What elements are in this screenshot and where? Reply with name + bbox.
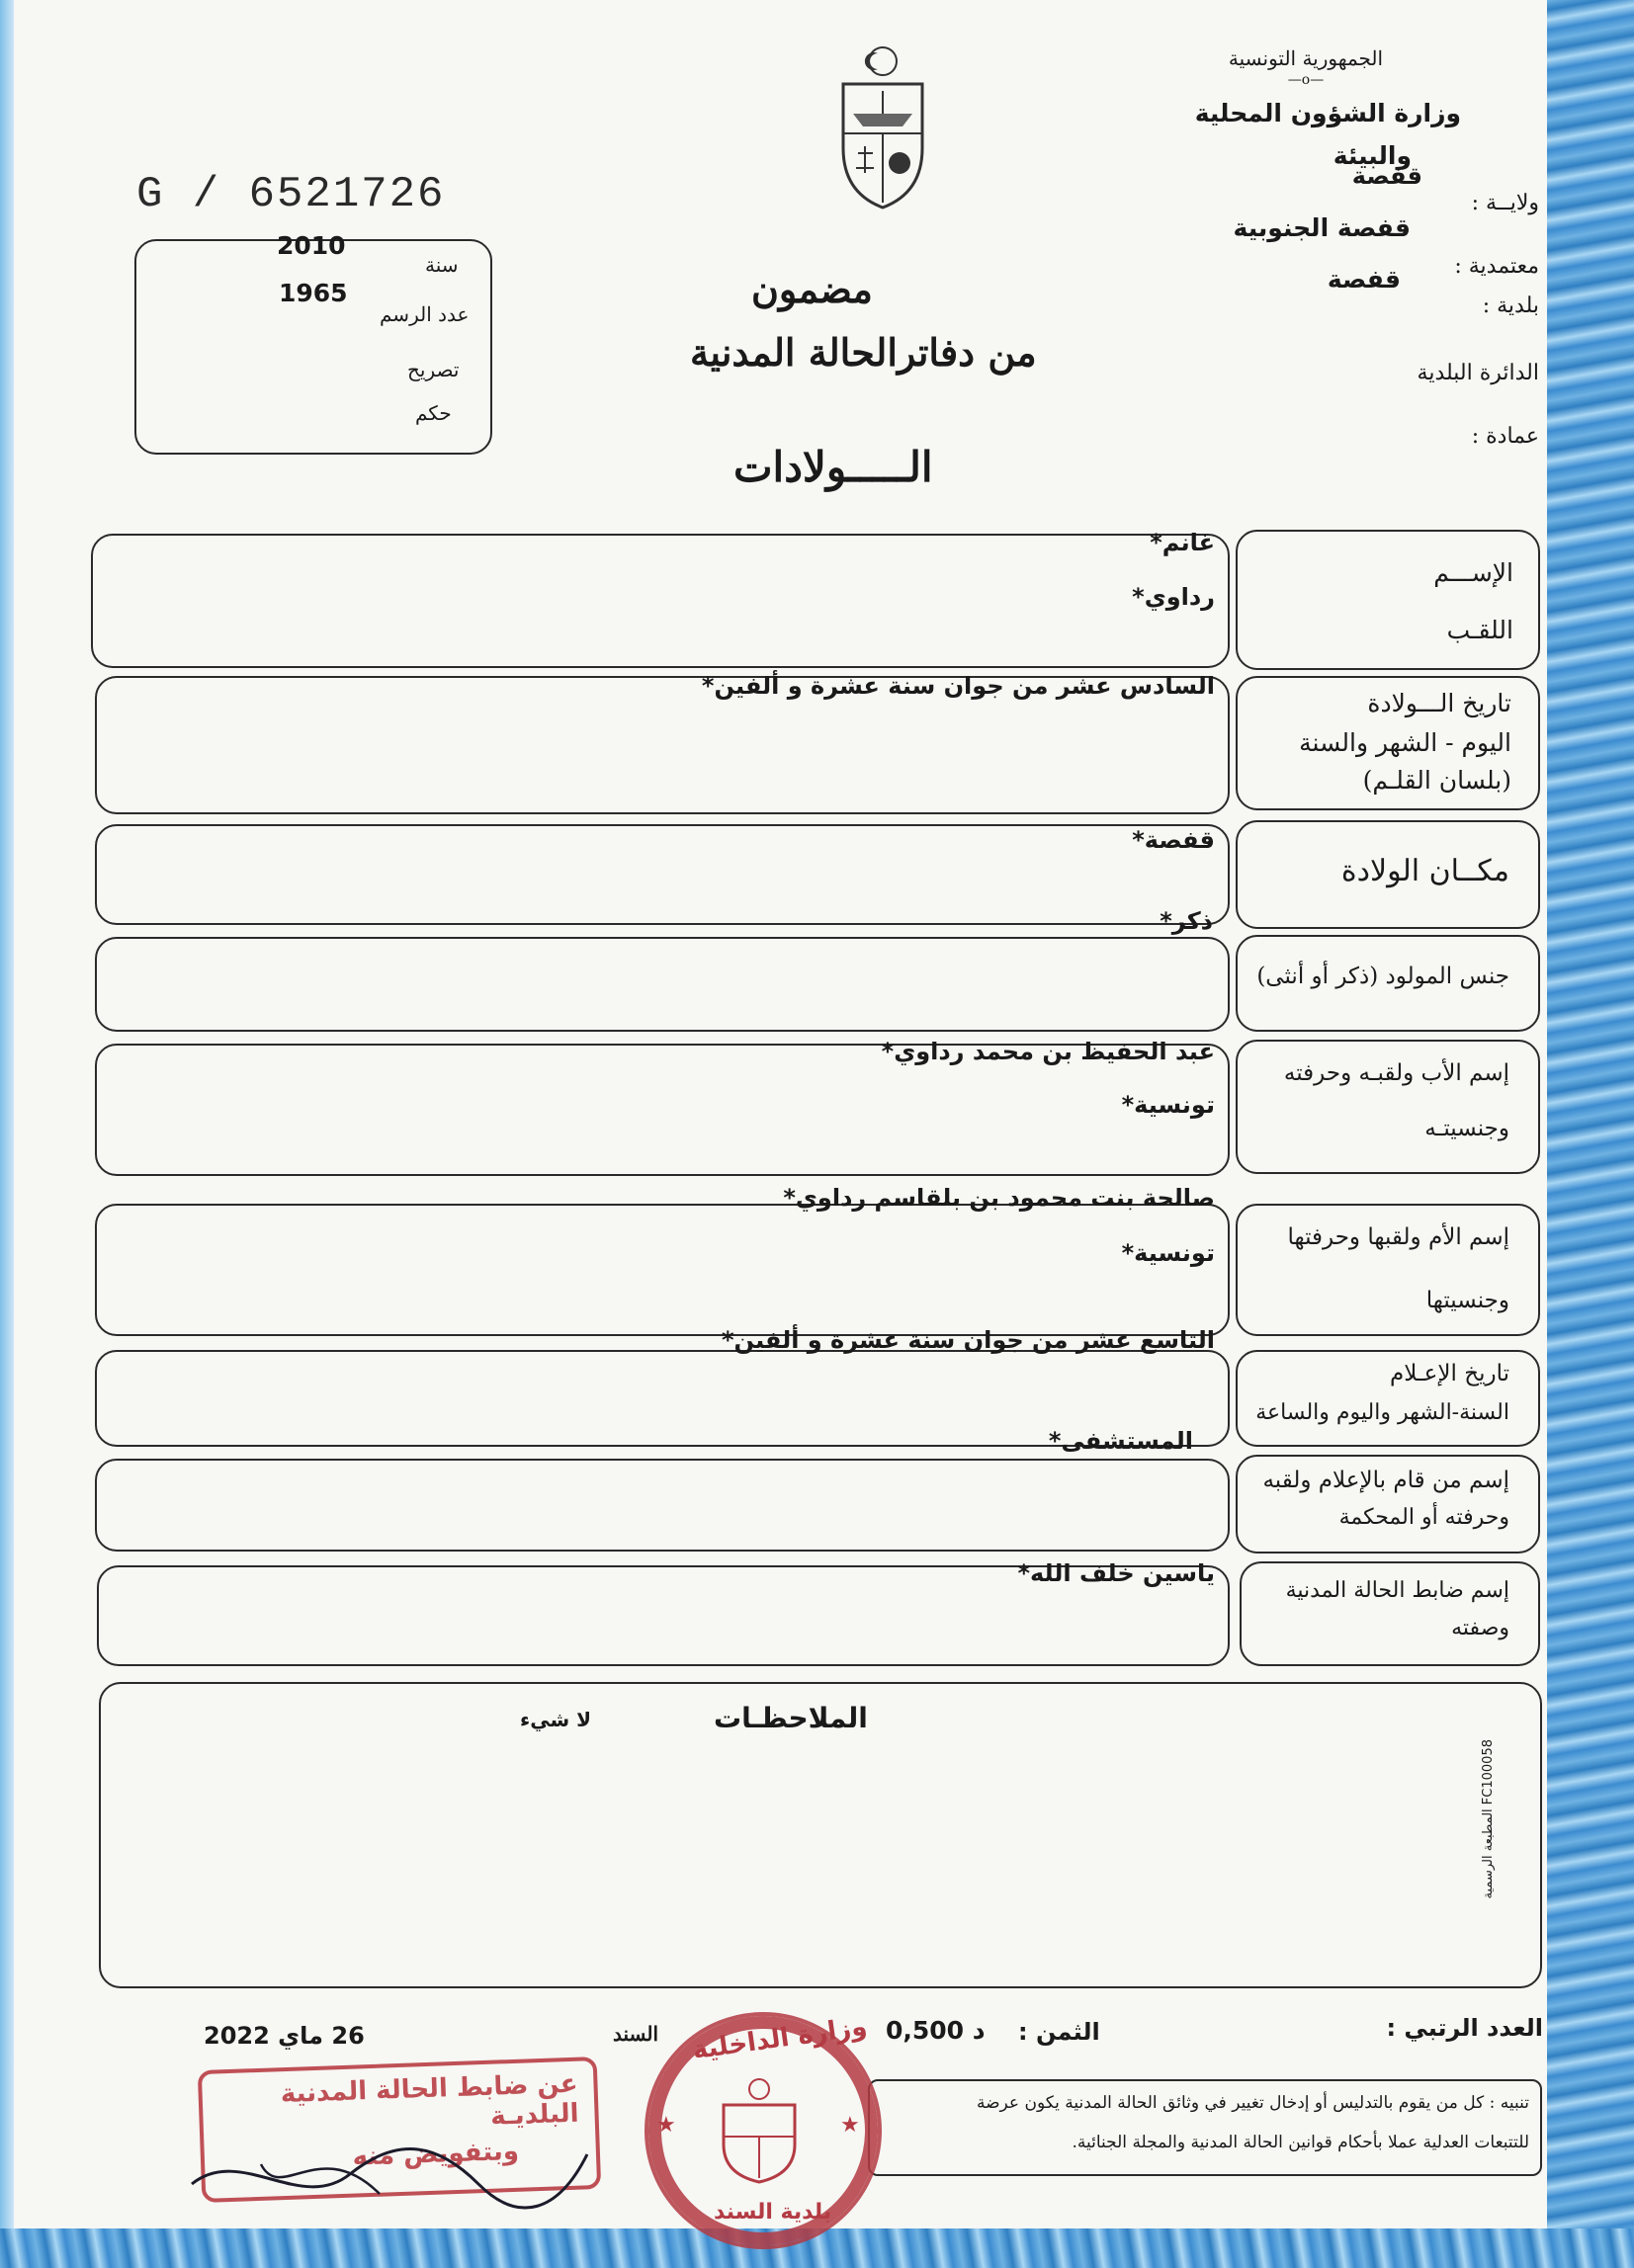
wilaya-label: ولايــة : xyxy=(1471,191,1539,215)
remarks-label: الملاحظـات xyxy=(714,1702,868,1734)
remarks-value: لا شيء xyxy=(520,1708,591,1731)
seal-top-text: وزارة الداخلية xyxy=(690,2011,869,2066)
seal-star-icon: ★ xyxy=(656,2113,676,2138)
municipality-value: قفصة xyxy=(1327,265,1401,294)
row-5-label-line2: وجنسيتـه xyxy=(1424,1116,1509,1141)
row-2-label-line3: (بلسان القلـم) xyxy=(1362,766,1511,795)
title-line3: الـــــولادات xyxy=(733,443,933,491)
row-3-value-box xyxy=(95,824,1230,925)
omda-label: عمادة : xyxy=(1471,424,1539,449)
judgment-label: حكم xyxy=(415,401,452,425)
register-year-value: 2010 xyxy=(277,231,346,260)
row-8-value-box xyxy=(95,1459,1230,1552)
row-1-value-box xyxy=(91,534,1230,668)
delegation-value: قفصة الجنوبية xyxy=(1233,213,1411,242)
row-6-value-box xyxy=(95,1204,1230,1336)
municipality-label: بلدية : xyxy=(1482,294,1539,318)
authorization-stamp-line2: وبتفويض منه xyxy=(352,2136,520,2172)
footer-serial-label: العدد الرتبي : xyxy=(1386,2014,1543,2042)
row-4-label-line1: جنس المولود (ذكر أو أنثى) xyxy=(1256,964,1509,989)
document-serial-number: G / 6521726 xyxy=(136,170,446,219)
delegation-label: معتمدية : xyxy=(1454,254,1539,279)
row-1-label-line1: الإســـم xyxy=(1433,558,1513,587)
seal-emblem-icon xyxy=(710,2075,809,2188)
row-1-value-line2: رداوي* xyxy=(1132,583,1215,611)
footer-price-value: 0,500 د xyxy=(886,2016,986,2045)
row-9-label-line1: إسم ضابط الحالة المدنية xyxy=(1285,1578,1509,1603)
divider: —o— xyxy=(1287,72,1325,88)
row-9-value-line1: ياسين خلف الله* xyxy=(1017,1559,1215,1587)
declaration-label: تصريح xyxy=(407,358,460,381)
authorization-stamp-line1: عن ضابط الحالة المدنية البلديـة xyxy=(280,2068,580,2132)
footer-price-label: الثمن : xyxy=(1018,2018,1100,2046)
wilaya-value: قفصة xyxy=(1351,162,1422,190)
row-3-label-line1: مكــان الولادة xyxy=(1340,854,1509,888)
row-7-label-line2: السنة-الشهر واليوم والساعة xyxy=(1255,1400,1509,1425)
republic-name: الجمهورية التونسية xyxy=(1228,46,1384,70)
row-8-value-line1: المستشفى* xyxy=(1048,1427,1193,1455)
ministry-name-line1: وزارة الشؤون المحلية xyxy=(1194,99,1461,127)
seal-bottom-text: بلدية السند xyxy=(714,2200,832,2225)
row-6-value-line1: صالحة بنت محمود بن بلقاسم رداوي* xyxy=(783,1184,1215,1212)
signature-icon xyxy=(182,2125,597,2227)
register-number-label: عدد الرسم xyxy=(380,302,470,326)
notice-line2: للتتبعات العدلية عملا بأحكام قوانين الحالة المدنية والمجلة الجنائية. xyxy=(1072,2133,1529,2152)
row-6-value-line2: تونسية* xyxy=(1121,1239,1215,1267)
row-6-label-line2: وجنسيتها xyxy=(1425,1288,1509,1313)
printer-mark: المطبعة الرسمية FC100058 xyxy=(1481,1739,1496,1899)
row-4-value-line1: ذكر* xyxy=(1160,907,1213,935)
row-1-label-line2: اللقـب xyxy=(1446,616,1513,644)
notice-line1: تنبيه : كل من يقوم بالتدليس أو إدخال تغيير في وثائق الحالة المدنية يكون عرضة xyxy=(977,2093,1529,2113)
district-label: الدائرة البلدية xyxy=(1417,361,1539,385)
row-7-value-line1: التاسع عشر من جوان سنة عشرة و ألفين* xyxy=(721,1326,1215,1354)
row-6-label-line1: إسم الأم ولقبها وحرفتها xyxy=(1287,1224,1509,1250)
left-decorative-border xyxy=(0,0,14,2268)
row-2-label-line2: اليوم - الشهر والسنة xyxy=(1299,728,1511,757)
row-4-value-box xyxy=(95,937,1230,1032)
ministry-name-line2: والبيئة xyxy=(1333,141,1412,170)
register-number-value: 1965 xyxy=(279,279,348,307)
row-8-label-line2: وحرفته أو المحكمة xyxy=(1338,1505,1509,1530)
row-5-value-line1: عبد الحفيظ بن محمد رداوي* xyxy=(881,1038,1215,1065)
row-1-value-line1: غانم* xyxy=(1150,529,1215,556)
title-line1: مضمون xyxy=(751,267,873,311)
right-decorative-border xyxy=(1547,0,1634,2268)
coat-of-arms-icon xyxy=(828,40,937,212)
register-year-label: سنة xyxy=(425,253,459,277)
footer-date-value: 26 ماي 2022 xyxy=(204,2022,365,2050)
row-8-label-line1: إسم من قام بالإعلام ولقبه xyxy=(1262,1468,1509,1493)
row-2-label-line1: تاريخ الـــولادة xyxy=(1367,689,1511,717)
title-line2: من دفاترالحالة المدنية xyxy=(690,330,1037,375)
row-2-value-line1: السادس عشر من جوان سنة عشرة و ألفين* xyxy=(701,672,1215,700)
row-1-label-box xyxy=(1236,530,1540,670)
footer-date-label: السند xyxy=(613,2022,659,2046)
row-5-label-line1: إسم الأب ولقبـه وحرفته xyxy=(1283,1060,1509,1086)
row-7-label-line1: تاريخ الإعـلام xyxy=(1389,1361,1509,1386)
row-5-value-line2: تونسية* xyxy=(1121,1091,1215,1119)
seal-star-icon: ★ xyxy=(840,2113,860,2138)
row-9-label-line2: وصفته xyxy=(1451,1616,1509,1640)
row-3-value-line1: قفصة* xyxy=(1132,826,1215,854)
